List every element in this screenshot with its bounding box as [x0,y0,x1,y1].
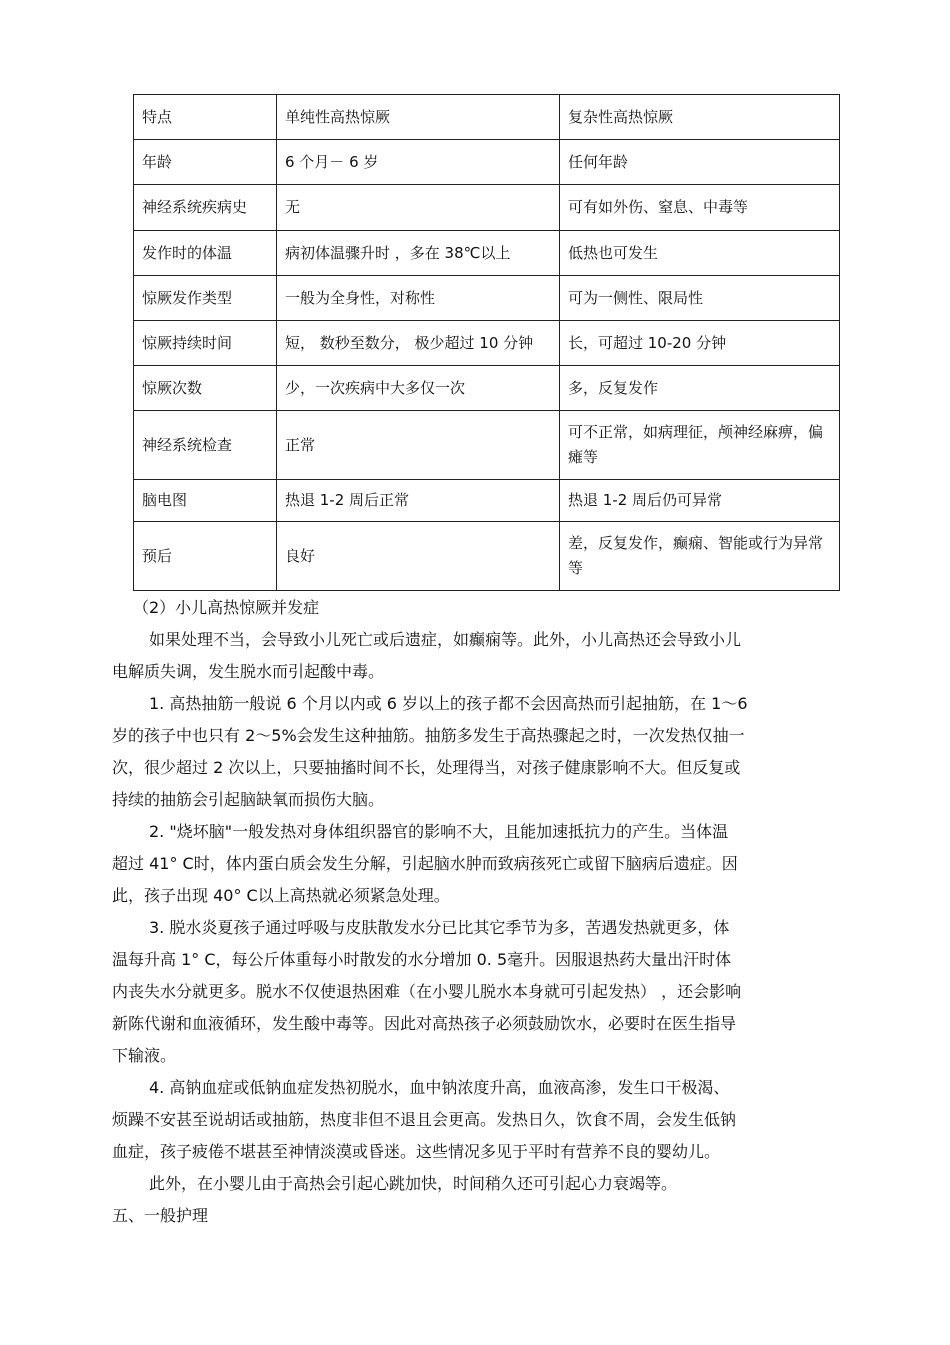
table-cell: 可为一侧性、限局性 [560,276,840,321]
table-cell: 神经系统检查 [134,411,277,480]
paragraph-line: 3. 脱水炎夏孩子通过呼吸与皮肤散发水分已比其它季节为多，苦遇发热就更多，体 [149,918,730,937]
table-cell: 预后 [134,522,277,591]
paragraph-line: 如果处理不当，会导致小儿死亡或后遗症，如癫痫等。此外，小儿高热还会导致小儿 [149,630,742,649]
table-cell: 良好 [277,522,560,591]
paragraph-line: 2. "烧坏脑"一般发热对身体组织器官的影响不大，且能加速抵抗力的产生。当体温 [149,822,729,841]
paragraph-line: 1. 高热抽筋一般说 6 个月以内或 6 岁以上的孩子都不会因高热而引起抽筋，在 1～6 [149,694,748,713]
table-row [134,366,840,411]
table-cell: 6 个月－ 6 岁 [277,140,560,185]
table-cell: 热退 1-2 周后仍可异常 [560,480,840,522]
table-row [134,185,840,231]
table-cell: 多，反复发作 [560,366,840,411]
paragraph-line: 电解质失调，发生脱水而引起酸中毒。 [112,662,385,681]
paragraph-line: 温每升高 1° C，每公斤体重每小时散发的水分增加 0. 5毫升。因服退热药大量出汗时体 [112,950,732,969]
table-row [134,321,840,366]
table-cell: 可有如外伤、窒息、中毒等 [560,185,840,231]
paragraph-line: 新陈代谢和血液循环，发生酸中毒等。因此对高热孩子必须鼓励饮水，必要时在医生指导 [112,1014,737,1033]
table-row [134,522,840,591]
table-cell: 正常 [277,411,560,480]
section-heading: （2）小儿高热惊厥并发症 [133,598,320,617]
table-cell: 一般为全身性，对称性 [277,276,560,321]
table-row [134,480,840,522]
table-cell: 热退 1-2 周后正常 [277,480,560,522]
table-cell: 少，一次疾病中大多仅一次 [277,366,560,411]
table-row [134,95,840,140]
table-cell: 长，可超过 10-20 分钟 [560,321,840,366]
table-cell: 脑电图 [134,480,277,522]
paragraph-line: 岁的孩子中也只有 2～5%会发生这种抽筋。抽筋多发生于高热骤起之时，一次发热仅抽一 [112,726,745,745]
table-cell: 惊厥持续时间 [134,321,277,366]
paragraph-line: 下输液。 [112,1046,177,1065]
section-heading: 五、一般护理 [112,1206,209,1225]
table-cell: 年龄 [134,140,277,185]
table-cell: 特点 [134,95,277,140]
table-row [134,231,840,276]
table-cell: 病初体温骤升时 ，多在 38℃以上 [277,231,560,276]
table-cell: 单纯性高热惊厥 [277,95,560,140]
table-row [134,140,840,185]
table-cell: 任何年龄 [560,140,840,185]
table-cell: 发作时的体温 [134,231,277,276]
table-row [134,411,840,480]
paragraph-line: 此外，在小婴儿由于高热会引起心跳加快，时间稍久还可引起心力衰竭等。 [149,1174,678,1193]
table-cell: 可不正常，如病理征，颅神经麻痹，偏瘫等 [560,411,840,480]
paragraph-line: 此，孩子出现 40° C以上高热就必须紧急处理。 [112,886,450,905]
paragraph-line: 烦躁不安甚至说胡话或抽筋，热度非但不退且会更高。发热日久，饮食不周，会发生低钠 [112,1110,737,1129]
table-cell: 神经系统疾病史 [134,185,277,231]
table-cell: 复杂性高热惊厥 [560,95,840,140]
paragraph-line: 4. 高钠血症或低钠血症发热初脱水，血中钠浓度升高，血液高渗，发生口干极渴、 [149,1078,730,1097]
comparison-table [133,94,840,591]
table-row [134,276,840,321]
paragraph-line: 血症，孩子疲倦不堪甚至神情淡漠或昏迷。这些情况多见于平时有营养不良的婴幼儿。 [112,1142,721,1161]
paragraph-line: 内丧失水分就更多。脱水不仅使退热困难（在小婴儿脱水本身就可引起发热） ，还会影响 [112,982,742,1001]
paragraph-line: 超过 41° C时，体内蛋白质会发生分解，引起脑水肿而致病孩死亡或留下脑病后遗症。因 [112,854,738,873]
table-cell: 低热也可发生 [560,231,840,276]
table-cell: 惊厥发作类型 [134,276,277,321]
paragraph-line: 持续的抽筋会引起脑缺氧而损伤大脑。 [112,790,385,809]
paragraph-line: 次，很少超过 2 次以上，只要抽搐时间不长，处理得当，对孩子健康影响不大。但反复或 [112,758,741,777]
table-cell: 惊厥次数 [134,366,277,411]
table-cell: 短， 数秒至数分， 极少超过 10 分钟 [277,321,560,366]
table-cell: 差，反复发作，癫痫、智能或行为异常等 [560,522,840,591]
table-cell: 无 [277,185,560,231]
